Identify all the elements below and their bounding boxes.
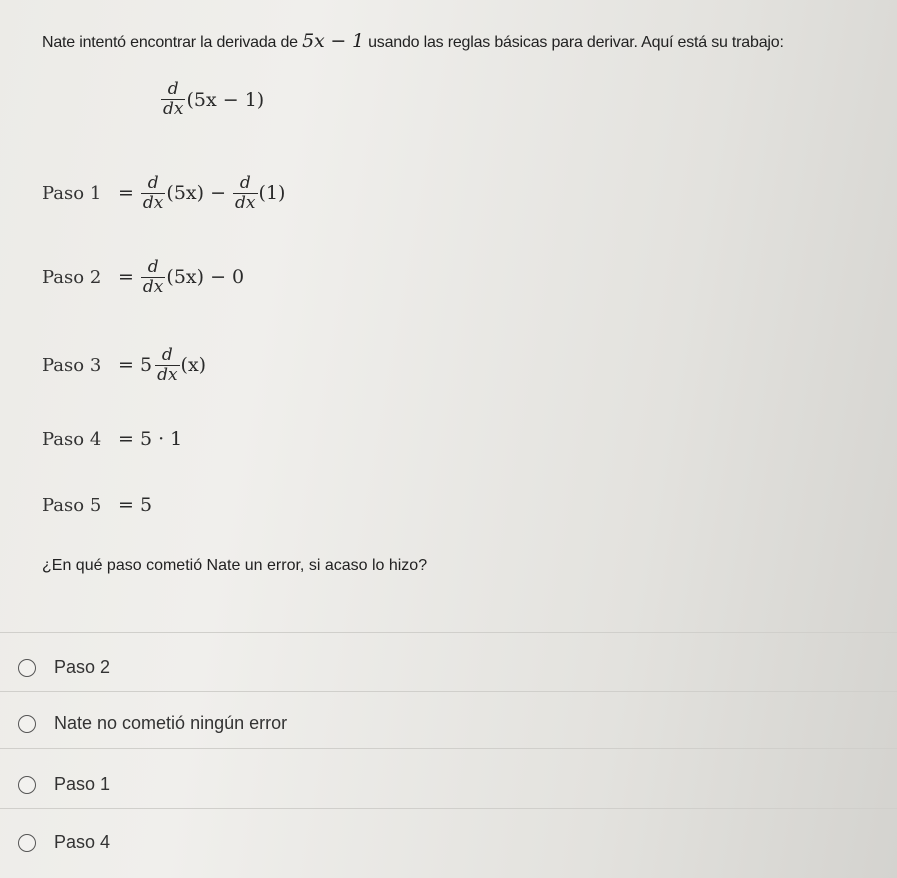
step-label: Paso 1	[42, 182, 102, 204]
intro-text-after: usando las reglas básicas para derivar. Aquí está su trabajo:	[363, 34, 784, 51]
intro-text-before: Nate intentó encontrar la derivada de	[42, 34, 303, 51]
divider	[0, 632, 897, 633]
option-label[interactable]: Paso 4	[54, 832, 111, 852]
answer-option-no-error[interactable]	[18, 713, 287, 734]
derivative-operator: $\frac{d}{dx}$	[157, 344, 178, 385]
work-step-2	[42, 252, 244, 302]
step-expression: = 5	[118, 494, 153, 516]
step-label: Paso 3	[42, 354, 102, 376]
step-expression: = 5 · 1	[118, 428, 183, 450]
derivative-operator: $\frac{d}{dx}$	[142, 256, 164, 297]
initial-term: (5x − 1)	[186, 88, 265, 111]
answer-option-paso-4[interactable]	[18, 832, 110, 853]
work-step-1	[42, 168, 285, 218]
derivative-operator: $\frac{d}{dx}$	[163, 79, 184, 119]
divider	[0, 748, 897, 749]
step-expression: = $\frac{d}{dx}$ (5x) − $\frac{d}{dx}$ (1)	[118, 172, 286, 213]
derivative-operator: $\frac{d}{dx}$	[235, 172, 256, 213]
divider	[0, 808, 897, 809]
radio-button[interactable]	[18, 776, 36, 794]
derivative-operator: $\frac{d}{dx}$	[142, 172, 164, 213]
option-label[interactable]: Paso 2	[54, 657, 111, 677]
intro-math-expression: 5x − 1	[302, 30, 364, 52]
question-intro	[42, 30, 892, 52]
work-step-5	[42, 480, 152, 530]
work-step-4	[42, 414, 182, 464]
radio-button[interactable]	[18, 715, 36, 733]
radio-button[interactable]	[18, 659, 36, 677]
divider	[0, 691, 897, 692]
question-prompt: ¿En qué paso cometió Nate un error, si acaso lo hizo?	[42, 557, 428, 574]
step-label: Paso 5	[42, 494, 102, 516]
work-step-3	[42, 340, 206, 390]
step-expression: = 5 $\frac{d}{dx}$ (x)	[118, 344, 207, 385]
step-label: Paso 2	[42, 266, 102, 288]
option-label[interactable]: Paso 1	[54, 774, 111, 794]
step-expression: = $\frac{d}{dx}$ (5x) − 0	[118, 256, 245, 297]
option-label[interactable]: Nate no cometió ningún error	[54, 713, 288, 733]
step-label: Paso 4	[42, 428, 102, 450]
answer-option-paso-1[interactable]	[18, 774, 110, 795]
initial-expression	[160, 80, 264, 119]
answer-option-paso-2[interactable]	[18, 657, 110, 678]
radio-button[interactable]	[18, 834, 36, 852]
